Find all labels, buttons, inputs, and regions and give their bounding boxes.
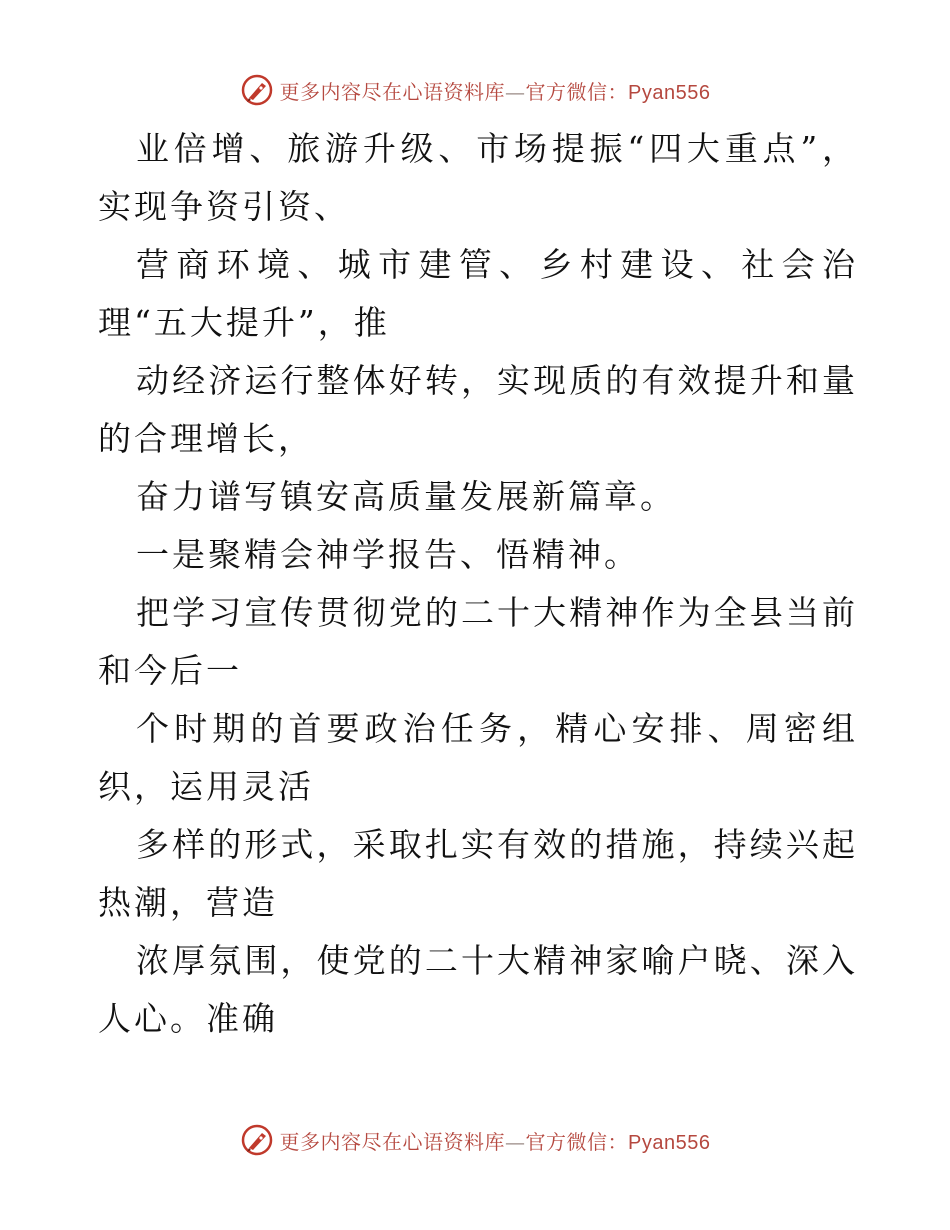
pen-nib-logo-icon	[240, 1123, 274, 1157]
paragraph-4: 奋力谱写镇安高质量发展新篇章。	[136, 477, 676, 516]
paragraph-9: 浓厚氛围，使党的二十大精神家喻户晓、深入人心。准确	[98, 941, 858, 1038]
paragraph-6: 把学习宣传贯彻党的二十大精神作为全县当前和今后一	[98, 593, 858, 690]
header-banner-main: 更多内容尽在心语资料库	[279, 79, 506, 104]
paragraph-7: 个时期的首要政治任务，精心安排、周密组织，运用灵活	[98, 709, 858, 806]
document-body	[98, 120, 858, 1048]
paragraph-3: 动经济运行整体好转，实现质的有效提升和量的合理增长，	[98, 361, 858, 458]
paragraph-8: 多样的形式，采取扎实有效的措施，持续兴起热潮，营造	[98, 825, 858, 922]
header-banner	[0, 70, 950, 110]
footer-banner-wechat: 官方微信：Pyan556	[525, 1131, 711, 1154]
header-banner-dash: —	[505, 79, 526, 104]
header-banner-text	[280, 76, 711, 105]
footer-banner-main: 更多内容尽在心语资料库	[279, 1129, 506, 1154]
footer-banner-text	[280, 1126, 711, 1155]
paragraph-5: 一是聚精会神学报告、悟精神。	[136, 535, 640, 574]
footer-banner	[0, 1120, 950, 1160]
pen-nib-logo-icon	[240, 73, 274, 107]
paragraph-1: 业倍增、旅游升级、市场提振“四大重点”，实现争资引资、	[98, 129, 858, 226]
paragraph-2: 营商环境、城市建管、乡村建设、社会治理“五大提升”，推	[98, 245, 858, 342]
header-banner-wechat: 官方微信：Pyan556	[525, 81, 711, 104]
footer-banner-dash: —	[505, 1129, 526, 1154]
